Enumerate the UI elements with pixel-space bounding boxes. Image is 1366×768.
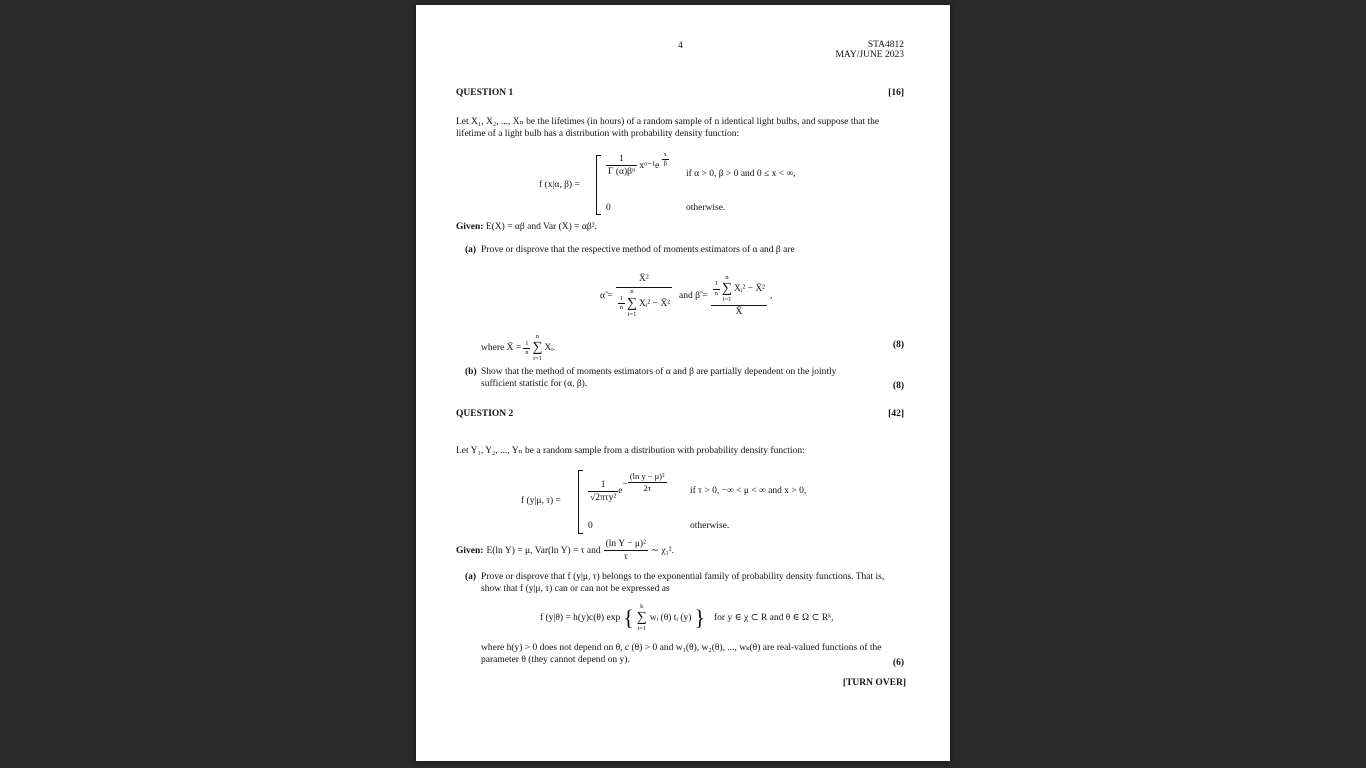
exp-lhs: f (y|θ) = h(y)c(θ) exp [540,613,621,624]
q1-title: QUESTION 1 [456,88,514,98]
exam-page [416,5,950,761]
q1a-label: (a) [465,245,477,255]
course-code: STA4812 [867,40,904,50]
q2-given-tail: ∼ χ₁². [650,545,675,556]
q1-pdf-cond1: if α > 0, β > 0 and 0 ≤ x < ∞, [686,169,796,179]
beta-hat-den: X̄ [735,306,743,317]
q2-given-text: E(ln Y) = μ, Var(ln Y) = τ and [486,545,601,556]
q2a-where: where h(y) > 0 does not depend on θ, c (θ) > 0 and w₁(θ), w₂(θ), ..., wₖ(θ) are real-valued functions of the parameter θ (they cannot depend on y). [481,643,882,666]
exp-sum: k ∑ i=1 [636,603,647,633]
q1-pdf-exponent [662,151,669,169]
alpha-hat-den [616,288,672,319]
one-over-n-num: 1 [618,295,625,304]
page-number: 4 [678,41,683,51]
q2-pdf-case1: $\frac{1}{\text{√2πτy²}}$ e − $\frac{\text{(ln y − μ)²}}{2\tau}$ [590,471,665,504]
q2-pdf-frac [588,479,618,505]
beta-hat-lhs: and β̃ = [679,290,708,301]
q2-pdf-exp-num: (ln y − μ)² [628,471,667,483]
exam-session: MAY/JUNE 2023 [835,50,904,61]
exp-sum-top: k [640,603,644,610]
q2-pdf-frac-num: 1 [588,479,618,492]
q2a-label: (a) [465,572,477,582]
q2a-marks: (6) [892,658,904,668]
alpha-hat-num: X̄² [616,273,672,288]
estimators-comma: , [770,290,773,301]
turn-over: [TURN OVER] [842,678,906,688]
q1-pdf-cond2: otherwise. [686,203,726,213]
q2-given-label: Given: [456,545,484,556]
q2-pdf-brace [578,470,583,534]
q1-pdf-brace [596,155,601,215]
q1-pdf-case2: 0 [606,203,611,213]
q1-pdf-exp-num: x [662,151,669,160]
beta-hat-frac [711,274,767,318]
q1-given [456,221,597,233]
sum-a-top: n [630,288,634,296]
sum-b-top: n [725,273,729,281]
q1-estimators [600,271,772,321]
where-sum: n ∑ i=1 [532,333,543,363]
exp-family-form: f (y|θ) = h(y)c(θ) exp { k ∑ i=1 wᵢ (θ) tᵢ (y) } for y ∈ χ ⊂ R and θ ∈ Ω ⊂ Rᵏ, [540,603,834,633]
q1-pdf-exp-den: β [663,160,667,168]
q2a-text: Prove or disprove that f (y|μ, τ) belongs to the exponential family of probability density functions. That is, show that f (y|μ, τ) can or can not be expressed as [481,572,885,595]
alpha-hat-lhs: α̃ = [600,290,613,301]
q2-pdf-lhs: f (y|μ, τ) = [521,496,561,506]
q2-pdf-cond2: otherwise. [690,521,730,531]
sum-a-term: Xᵢ² − X̄² [638,298,671,309]
q1-given-label: Given: [456,222,484,232]
where-sum-bot: i=1 [533,355,542,363]
exp-term: wᵢ (θ) tᵢ (y) [649,613,692,624]
q1-where-lhs: where X̄ = [481,343,522,354]
sum-b-bot: i=1 [722,296,732,304]
q2-given [456,538,674,564]
q1b-marks: (8) [892,381,904,391]
one-over-n-den: n [619,304,623,312]
q1b-label: (b) [465,367,477,377]
one-over-n-b-den: n [714,289,718,297]
q2-pdf-case2: 0 [588,521,593,531]
q2-pdf-exp-den: 2τ [643,483,651,494]
where-one-over-n [523,340,530,358]
q2-title: QUESTION 2 [456,409,514,419]
sum-symbol-b: n ∑ i=1 [721,273,732,304]
q1-pdf-frac-num: 1 [606,153,637,166]
one-over-n [618,295,625,313]
beta-hat-num [711,274,767,306]
q2-intro: Let Y₁, Y₂, ..., Yₙ be a random sample from a distribution with probability density function: [456,446,805,456]
q1b-text: Show that the method of moments estimators of α and β are partially dependent on the jointly sufficient statistic for (α, β). [481,367,837,390]
where-sum-top: n [535,333,540,340]
sum-b-term: Xᵢ² − X̄² [733,284,766,295]
q1a-text: Prove or disprove that the respective method of moments estimators of α and β are [481,245,795,255]
q1-where-rhs: Xᵢ. [544,343,556,354]
q1-intro: Let X₁, X₂, ..., Xₙ be the lifetimes (in hours) of a random sample of n identical light bulbs, and suppose that the lifetime of a light bulb has a distribution with probability density function: [456,117,880,140]
q1-pdf-case1 [606,150,669,179]
q1-given-text: E(X) = αβ and Var (X) = αβ². [485,222,597,232]
q2-pdf-exponent [628,471,667,494]
q2-given-frac [604,538,648,564]
q1-pdf-lhs: f (x|α, β) = [539,180,580,190]
q1a-marks: (8) [892,340,904,350]
one-over-n-b [713,280,720,298]
one-over-n-b-num: 1 [713,280,720,289]
q2-pdf-frac-den: √2πτy² [590,493,617,504]
where-one: 1 [523,340,530,349]
q1-pdf-xe: xᵅ⁻¹e [639,161,660,172]
alpha-hat-frac [616,273,672,319]
q2-pdf-e: e [618,486,623,496]
q1-where [481,333,555,364]
where-n: n [525,348,529,356]
q1-marks: [16] [888,88,904,98]
q2-given-num: (ln Y − μ)² [604,538,648,551]
q1-pdf-frac-den: Γ (α)βᵅ [608,167,635,178]
sum-a-bot: i=1 [627,310,637,318]
q1-pdf-frac [606,153,637,179]
page-header [835,40,904,61]
q2-pdf-cond1: if τ > 0, −∞ < μ < ∞ and x > 0, [690,486,807,496]
exp-sum-bot: i=1 [637,625,647,633]
q2-given-den: τ [623,552,628,563]
q2-marks: [42] [888,409,904,419]
exp-cond: for y ∈ χ ⊂ R and θ ∈ Ω ⊂ Rᵏ, [714,613,834,624]
sum-symbol-a: n ∑ i=1 [626,288,637,318]
